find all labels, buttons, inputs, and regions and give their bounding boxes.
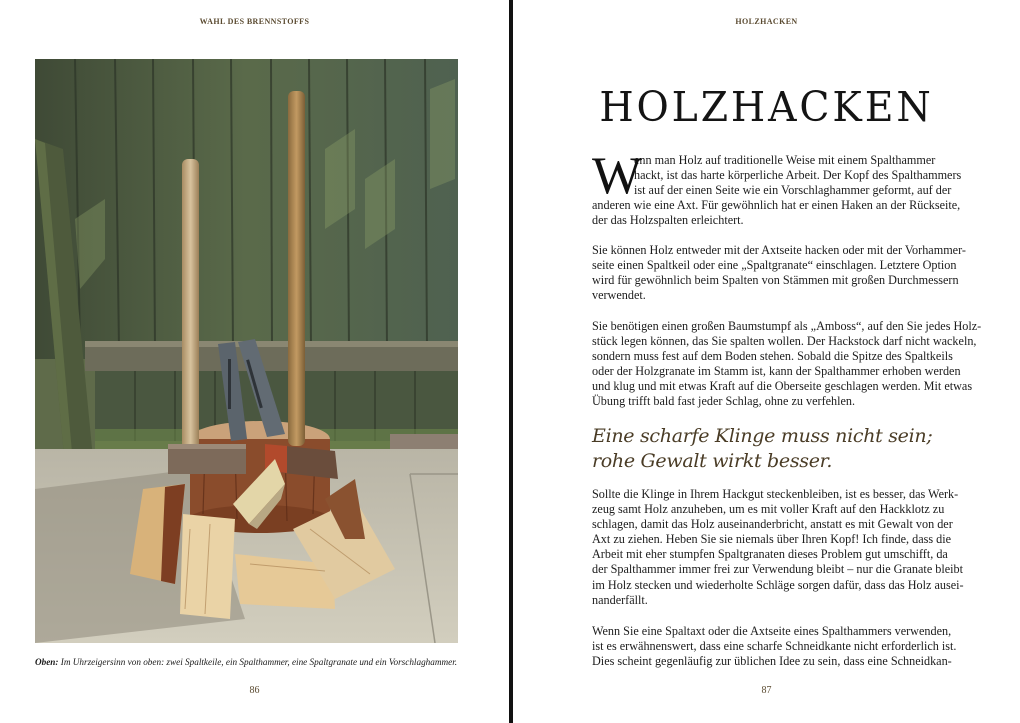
paragraph-4 (592, 487, 964, 608)
text-line: und klug und mit etwas Kraft auf die Oberseite geschlagen werden. Mit etwas (592, 379, 973, 394)
text-line: der das Holzspalten erleichtert. (592, 213, 744, 228)
text-line: ist auf der einen Seite wie ein Vorschlaghammer geformt, auf der (634, 183, 952, 198)
text-line: Wenn Sie eine Spaltaxt oder die Axtseite eines Spalthammers verwenden, (592, 624, 952, 638)
text-line: Übung trifft bald fast jeder Schlag, ohne zu verfehlen. (592, 394, 856, 409)
text-line: verwendet. (592, 288, 646, 303)
text-line: Axt zu ziehen. Heben Sie sie niemals über Ihren Kopf! Ich finde, dass die (592, 532, 952, 547)
pull-quote (592, 424, 972, 474)
right-page (513, 0, 1020, 723)
text-line: anderen wie eine Axt. Für gewöhnlich hat er einen Haken an der Rückseite, (592, 198, 961, 213)
photo-tools-and-logs (35, 59, 458, 643)
pull-quote-line: Eine scharfe Klinge muss nicht sein; (592, 425, 933, 447)
text-line: zeug samt Holz anzuheben, um es mit voller Kraft auf den Hackklotz zu (592, 502, 945, 517)
running-head-left: WAHL DES BRENNSTOFFS (199, 17, 310, 26)
page-number-right: 87 (761, 685, 772, 696)
text-line: Sollte die Klinge in Ihrem Hackgut steckenbleiben, ist es besser, das Werk- (592, 487, 959, 501)
text-line: Sie benötigen einen großen Baumstumpf als „Amboss“, auf den Sie jedes Holz- (592, 319, 982, 333)
text-line: hackt, ist das harte körperliche Arbeit. Der Kopf des Spalthammers (634, 168, 962, 183)
photo-caption (35, 657, 465, 667)
text-line: der Spalthammer immer frei zur Verwendung bleibt – nur die Granate bleibt (592, 562, 964, 577)
text-line: oder der Holzgranate im Stamm ist, kann der Spalthammer erhoben werden (592, 364, 961, 379)
running-head-right: HOLZHACKEN (735, 17, 798, 26)
text-line: Dies scheint gegenläufig zur üblichen Idee zu sein, dass eine Schneidkan- (592, 654, 952, 669)
paragraph-1 (592, 147, 964, 228)
paragraph-5 (592, 624, 964, 669)
text-line: nanderfällt. (592, 592, 648, 607)
text-line: enn man Holz auf traditionelle Weise mit einem Spalthammer (634, 153, 936, 167)
text-line: stück legen können, das Sie spalten wollen. Der Hackstock darf nicht wackeln, (592, 334, 977, 349)
photo-illustration (35, 59, 458, 643)
text-line: schlagen, damit das Holz auseinanderbricht, anstatt es mit Gewalt von der (592, 517, 953, 532)
pull-quote-line: rohe Gewalt wirkt besser. (592, 450, 833, 472)
text-line: im Holz stecken und wiederholte Schläge sorgen dafür, dass das Holz ausei- (592, 577, 964, 592)
caption-text: Im Uhrzeigersinn von oben: zwei Spaltkeile, ein Spalthammer, eine Spaltgranate und ein Vorschlaghammer. (58, 657, 458, 667)
page-number-left: 86 (249, 685, 260, 696)
paragraph-3 (592, 319, 982, 410)
text-line: seite einen Spaltkeil oder eine „Spaltgranate“ einschlagen. Letztere Option (592, 258, 957, 273)
text-line: wird für gewöhnlich beim Spalten von Stämmen mit großen Durchmessern (592, 273, 959, 288)
text-line: sondern muss fest auf dem Boden stehen. Sobald die Spitze des Spaltkeils (592, 349, 953, 364)
text-line: Arbeit mit eher stumpfen Spaltgranaten dieses Problem gut umschifft, da (592, 547, 948, 562)
text-line: Sie können Holz entweder mit der Axtseite hacken oder mit der Vorhammer- (592, 243, 966, 257)
drop-cap: W (592, 147, 643, 205)
text-line: ist es erwähnenswert, dass eine scharfe Schneidkante nicht erforderlich ist. (592, 639, 957, 654)
caption-label: Oben: (35, 657, 59, 667)
left-page (0, 0, 509, 723)
paragraph-2 (592, 243, 964, 303)
chapter-title: HOLZHACKEN (599, 83, 934, 131)
